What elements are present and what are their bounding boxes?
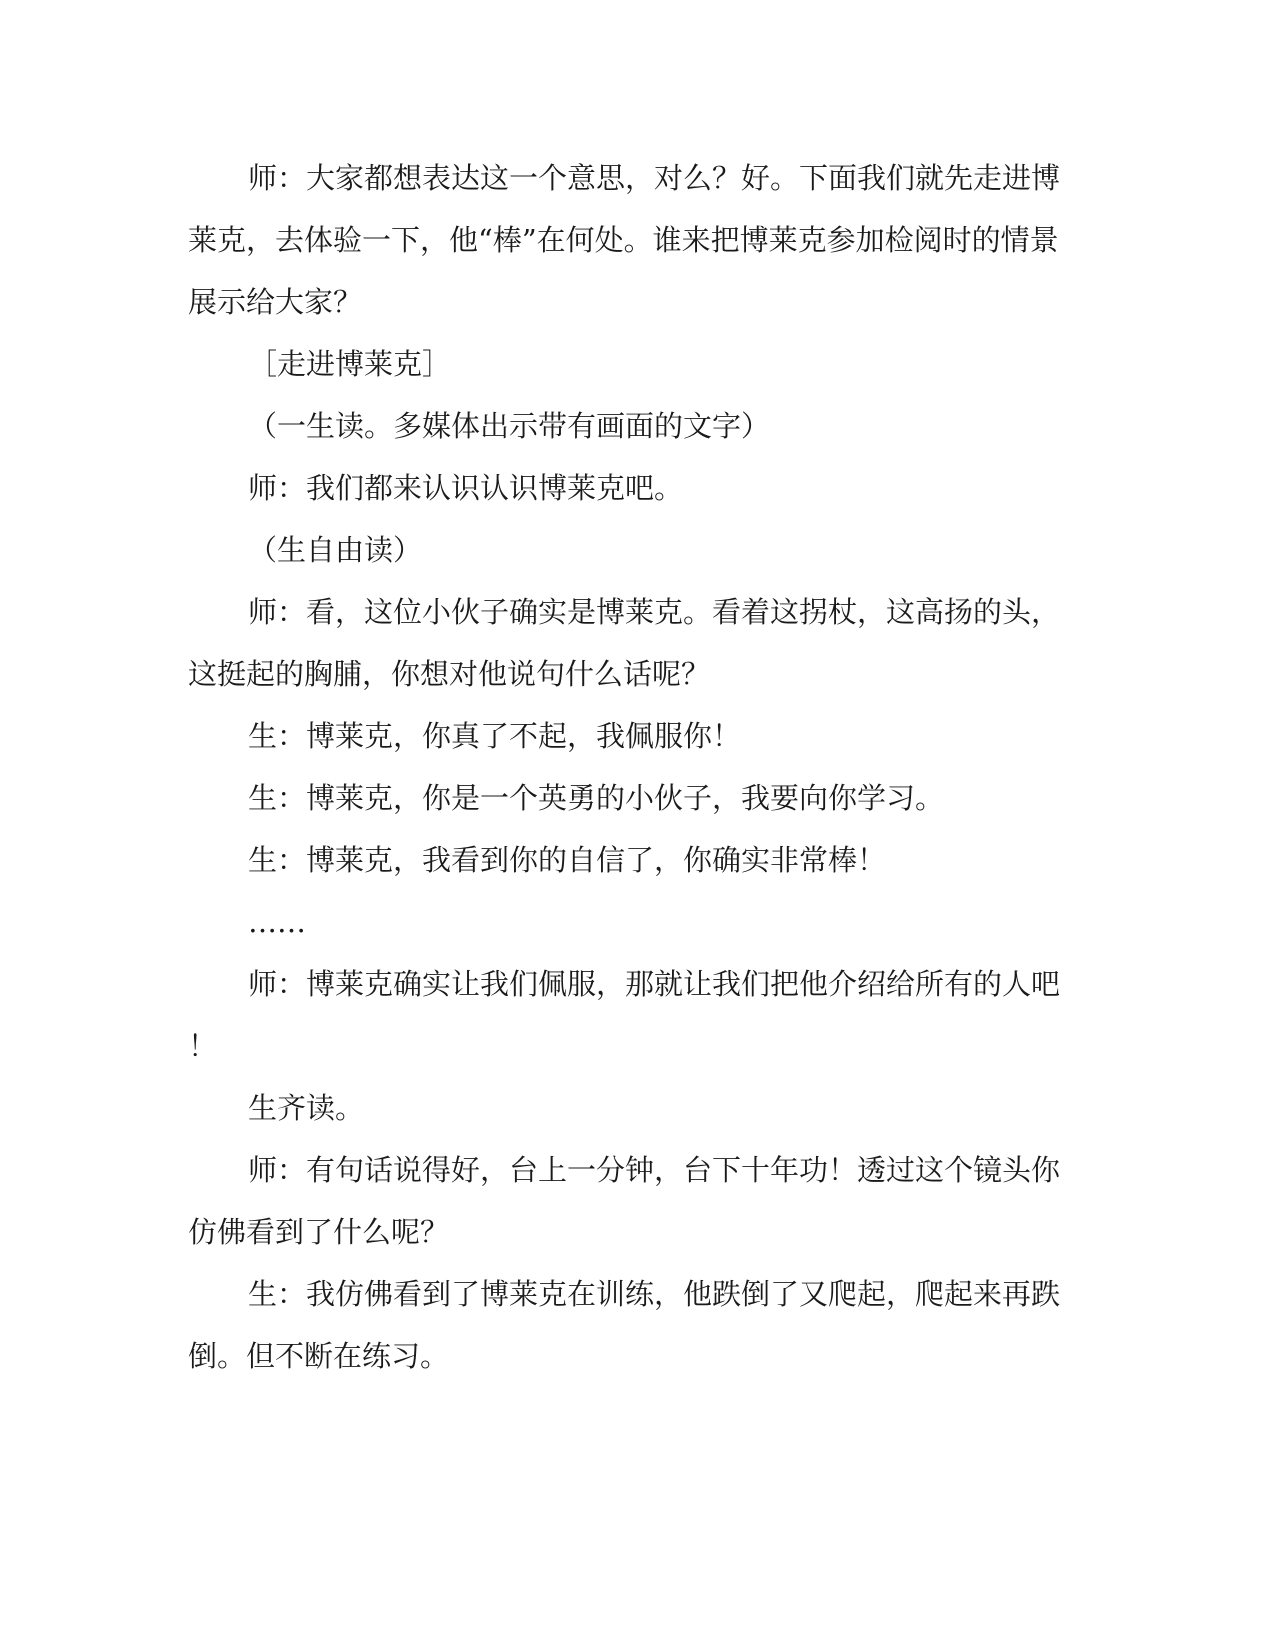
text-line: 仿佛看到了什么呢？ bbox=[188, 1215, 450, 1249]
text-line: 莱克，去体验一下，他“棒”在何处。谁来把博莱克参加检阅时的情景 bbox=[188, 223, 1059, 257]
text-line: （生自由读） bbox=[248, 533, 423, 567]
text-line: （一生读。多媒体出示带有画面的文字） bbox=[248, 409, 771, 443]
text-line: 倒。但不断在练习。 bbox=[188, 1339, 450, 1373]
text-line: 生：博莱克，你真了不起，我佩服你！ bbox=[248, 719, 742, 753]
text-line: 这挺起的胸脯，你想对他说句什么话呢？ bbox=[188, 657, 711, 691]
text-line: 生齐读。 bbox=[248, 1091, 365, 1125]
text-line: 师：有句话说得好，台上一分钟，台下十年功！透过这个镜头你 bbox=[248, 1153, 1061, 1187]
ellipsis-line: …… bbox=[248, 905, 306, 939]
text-line: 展示给大家？ bbox=[188, 285, 363, 319]
text-line: ！ bbox=[188, 1029, 218, 1063]
text-line: 师：博莱克确实让我们佩服，那就让我们把他介绍给所有的人吧 bbox=[248, 967, 1061, 1001]
text-line: ［走进博莱克］ bbox=[248, 347, 452, 381]
text-line: 师：我们都来认识认识博莱克吧。 bbox=[248, 471, 684, 505]
text-line: 生：博莱克，我看到你的自信了，你确实非常棒！ bbox=[248, 843, 887, 877]
text-line: 师：大家都想表达这一个意思，对么？好。下面我们就先走进博 bbox=[248, 161, 1061, 195]
text-line: 师：看，这位小伙子确实是博莱克。看着这拐杖，这高扬的头， bbox=[248, 595, 1061, 629]
text-line: 生：我仿佛看到了博莱克在训练，他跌倒了又爬起，爬起来再跌 bbox=[248, 1277, 1061, 1311]
text-line: 生：博莱克，你是一个英勇的小伙子，我要向你学习。 bbox=[248, 781, 945, 815]
